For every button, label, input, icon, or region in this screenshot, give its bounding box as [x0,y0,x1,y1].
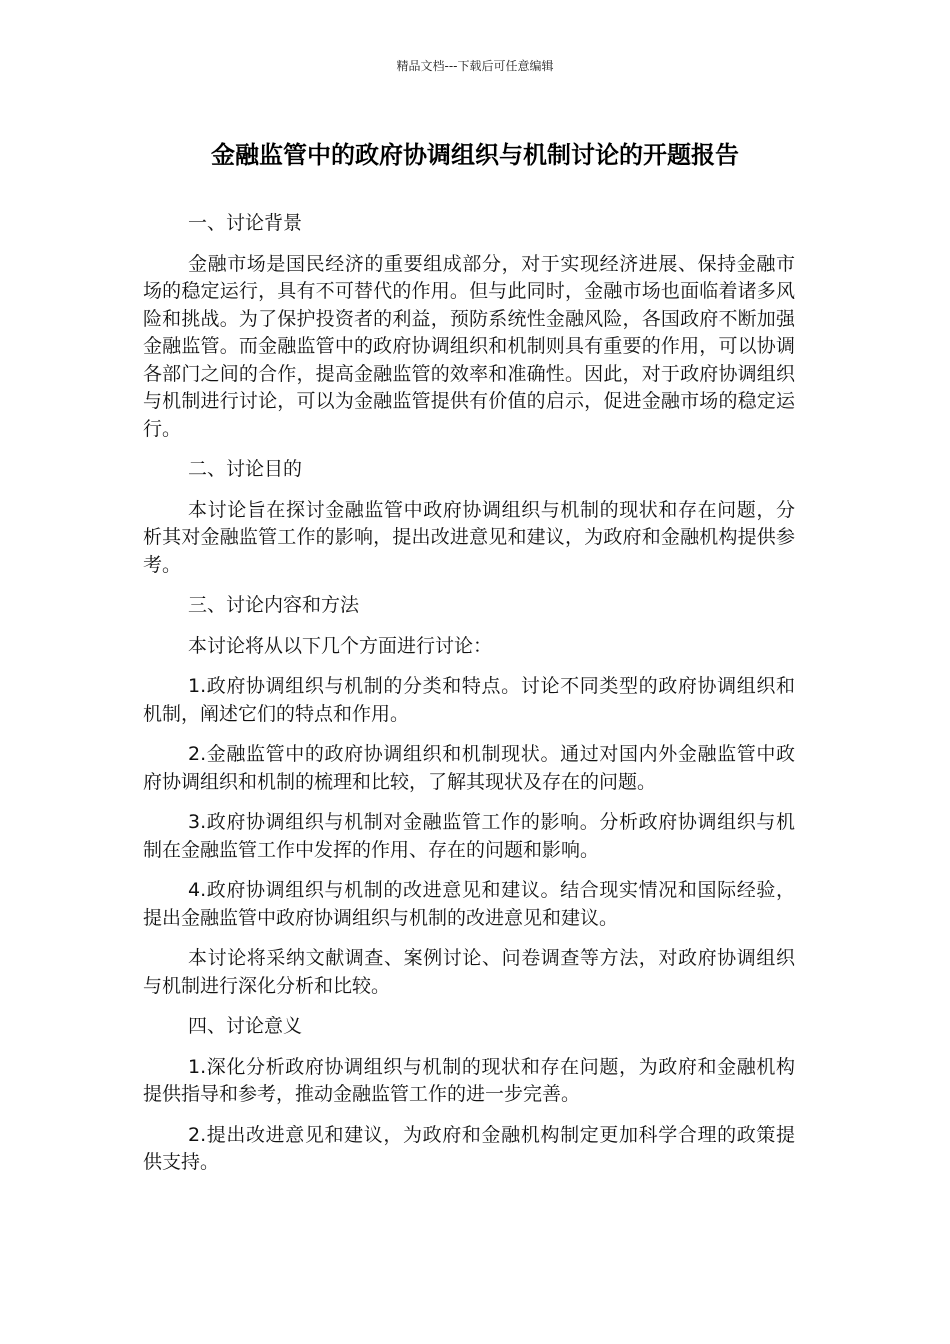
page-title: 金融监管中的政府协调组织与机制讨论的开题报告 [211,141,739,169]
list-item-content-3: 3.政府协调组织与机制对金融监管工作的影响。分析政府协调组织与机制在金融监管工作中发挥的作用、存在的问题和影响。 [143,811,795,861]
list-item-content-1: 1.政府协调组织与机制的分类和特点。讨论不同类型的政府协调组织和机制，阐述它们的特点和作用。 [143,675,795,725]
document-body [143,210,795,1190]
paragraph-method: 本讨论将采纳文献调查、案例讨论、问卷调查等方法，对政府协调组织与机制进行深化分析和比较。 [143,947,795,997]
section-heading-significance: 四、讨论意义 [188,1015,303,1037]
paragraph-purpose: 本讨论旨在探讨金融监管中政府协调组织与机制的现状和存在问题，分析其对金融监管工作的影响，提出改进意见和建议，为政府和金融机构提供参考。 [143,498,795,576]
header-note: 精品文档---下载后可任意编辑 [396,59,554,73]
section-heading-background: 一、讨论背景 [188,212,303,234]
list-item-content-4: 4.政府协调组织与机制的改进意见和建议。结合现实情况和国际经验，提出金融监管中政府协调组织与机制的改进意见和建议。 [143,879,795,929]
section-heading-purpose: 二、讨论目的 [188,458,303,480]
paragraph-content-intro: 本讨论将从以下几个方面进行讨论： [188,634,493,657]
list-item-significance-1: 1.深化分析政府协调组织与机制的现状和存在问题，为政府和金融机构提供指导和参考，推动金融监管工作的进一步完善。 [143,1055,795,1105]
list-item-significance-2: 2.提出改进意见和建议，为政府和金融机构制定更加科学合理的政策提供支持。 [143,1123,795,1173]
section-heading-content-method: 三、讨论内容和方法 [188,594,360,616]
paragraph-background: 金融市场是国民经济的重要组成部分，对于实现经济进展、保持金融市场的稳定运行，具有不可替代的作用。但与此同时，金融市场也面临着诸多风险和挑战。为了保护投资者的利益，预防系统性金融风险，各国政府不断加强金融监管。而金融监管中的政府协调组织和机制则具有重要的作用，可以协调各部门之间的合作，提高金融监管的效率和准确性。因此，对于政府协调组织与机制进行讨论，可以为金融监管提供有价值的启示，促进金融市场的稳定运行。 [143,252,795,440]
list-item-content-2: 2.金融监管中的政府协调组织和机制现状。通过对国内外金融监管中政府协调组织和机制的梳理和比较，了解其现状及存在的问题。 [143,743,795,793]
